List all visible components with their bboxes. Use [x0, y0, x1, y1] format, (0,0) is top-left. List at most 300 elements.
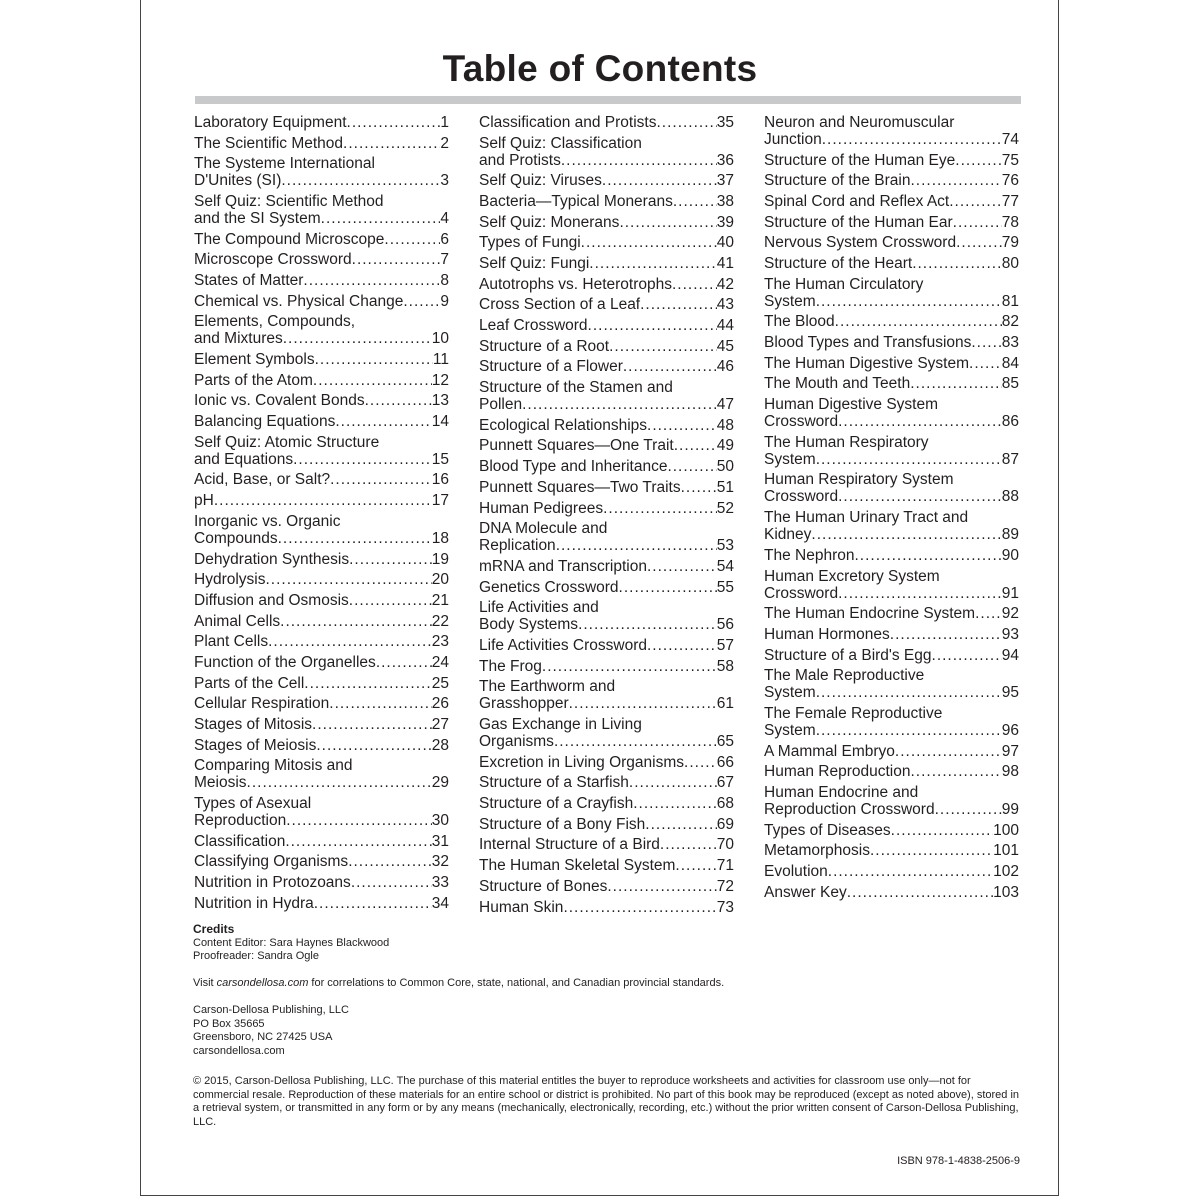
toc-entry-title: The Human Endocrine System	[764, 605, 976, 623]
toc-entry-line	[764, 605, 1019, 622]
dot-leader	[321, 210, 441, 227]
toc-entry-page: 86	[1001, 413, 1019, 431]
toc-entry-title: The Male Reproductive	[764, 667, 925, 685]
toc-entry-title: Structure of the Human Ear	[764, 213, 953, 231]
toc-entry-page: 38	[716, 192, 734, 210]
toc-entry	[194, 694, 449, 715]
visit-link[interactable]: carsondellosa.com	[216, 977, 309, 989]
visit-post: for correlations to Common Core, state, national, and Canadian provincial standards.	[308, 977, 725, 989]
toc-entry-line	[194, 795, 449, 812]
dot-leader	[303, 272, 440, 289]
toc-entry-line	[194, 372, 449, 389]
dot-leader	[280, 613, 432, 630]
toc-entry-page: 53	[716, 537, 734, 555]
toc-entry-title: The Human Urinary Tract and	[764, 509, 969, 527]
dot-leader	[932, 647, 1002, 664]
toc-entry-title: Nervous System Crossword	[764, 234, 957, 252]
toc-entry-line	[194, 413, 449, 430]
toc-entry-line	[764, 152, 1019, 169]
toc-entry-page: 57	[716, 636, 734, 654]
toc-entry-title: Compounds	[194, 529, 278, 547]
toc-entry	[764, 212, 1019, 233]
toc-entry-line	[764, 842, 1019, 859]
toc-entry-page: 58	[716, 657, 734, 675]
dot-leader	[347, 114, 441, 131]
toc-entry	[194, 735, 449, 756]
dot-leader	[352, 251, 441, 268]
toc-entry-line	[194, 695, 449, 712]
toc-entry-page: 98	[1001, 763, 1019, 781]
toc-entry-title: States of Matter	[194, 271, 304, 289]
toc-entry	[194, 590, 449, 611]
toc-entry-title: Human Digestive System	[764, 396, 939, 414]
toc-entry-title: Structure of a Crayfish	[479, 795, 634, 813]
dot-leader	[316, 737, 431, 754]
toc-entry	[194, 112, 449, 133]
toc-entry-page: 1	[440, 113, 449, 131]
toc-entry-title: Classifying Organisms	[194, 853, 349, 871]
toc-entry	[764, 741, 1019, 762]
toc-entry-title: Ecological Relationships	[479, 416, 648, 434]
toc-entry	[194, 291, 449, 312]
toc-entry-title: Balancing Equations	[194, 413, 336, 431]
toc-entry-title: Kidney	[764, 526, 812, 544]
toc-entry-line	[479, 193, 734, 210]
credits-heading: Credits	[193, 922, 235, 936]
toc-entry	[194, 490, 449, 511]
toc-entry-page: 6	[440, 230, 449, 248]
toc-entry-page: 61	[716, 695, 734, 713]
toc-entry-title: Genetics Crossword	[479, 578, 619, 596]
dot-leader	[835, 313, 1002, 330]
toc-entry-title: The Systeme International	[194, 155, 375, 173]
toc-entry	[764, 232, 1019, 253]
toc-entry-line	[194, 231, 449, 248]
toc-entry-line	[194, 757, 449, 774]
toc-entry-line	[194, 251, 449, 268]
toc-entry-line	[479, 296, 734, 313]
toc-entry-title: Ionic vs. Covalent Bonds	[194, 392, 365, 410]
toc-entry-page: 28	[431, 736, 449, 754]
toc-entry-page: 41	[716, 254, 734, 272]
toc-entry-page: 11	[432, 351, 449, 369]
toc-entry	[194, 249, 449, 270]
toc-entry-title: Stages of Mitosis	[194, 716, 313, 734]
toc-entry-line	[764, 114, 1019, 131]
toc-entry-page: 81	[1001, 292, 1019, 310]
toc-entry-title: Structure of the Heart	[764, 254, 913, 272]
toc-entry-title: Structure of a Starfish	[479, 774, 629, 792]
toc-entry-title: Life Activities and	[479, 599, 599, 617]
toc-entry-page: 70	[716, 836, 734, 854]
toc-entry	[479, 415, 734, 436]
toc-entry-page: 36	[716, 151, 734, 169]
toc-entry	[194, 714, 449, 735]
toc-entry	[479, 112, 734, 133]
toc-entry	[479, 518, 734, 556]
toc-entry-title: Human Reproduction	[764, 763, 911, 781]
toc-entry-page: 47	[716, 396, 734, 414]
dot-leader	[542, 658, 717, 675]
toc-entry-page: 13	[431, 392, 449, 410]
dot-leader	[838, 585, 1002, 602]
toc-entry-title: The Earthworm and	[479, 678, 616, 696]
toc-entry	[194, 652, 449, 673]
toc-entry-line	[764, 568, 1019, 585]
toc-entry-page: 31	[431, 832, 449, 850]
toc-entry	[479, 133, 734, 171]
dot-leader	[816, 684, 1002, 701]
toc-entry-page: 24	[431, 653, 449, 671]
toc-entry-title: and the SI System	[194, 209, 321, 227]
dot-leader	[329, 695, 431, 712]
dot-leader	[351, 874, 432, 891]
toc-entry-line	[764, 276, 1019, 293]
dot-leader	[376, 654, 432, 671]
toc-entry-page: 93	[1001, 625, 1019, 643]
toc-entry-title: Structure of Bones	[479, 877, 608, 895]
toc-entry	[764, 645, 1019, 666]
toc-entry-title: Pollen	[479, 396, 523, 414]
toc-entry-page: 30	[431, 812, 449, 830]
toc-entry-title: Microscope Crossword	[194, 251, 352, 269]
toc-entry-title: Human Pedigrees	[479, 499, 604, 517]
toc-entry-title: Punnett Squares—Two Traits	[479, 478, 681, 496]
toc-entry-line	[764, 526, 1019, 543]
toc-entry-line	[194, 737, 449, 754]
toc-entry	[479, 556, 734, 577]
toc-entry	[764, 274, 1019, 312]
dot-leader	[265, 571, 431, 588]
toc-entry-page: 89	[1001, 526, 1019, 544]
toc-entry-page: 16	[431, 471, 449, 489]
toc-entry-title: Spinal Cord and Reflex Act	[764, 192, 950, 210]
toc-entry	[479, 814, 734, 835]
toc-entry	[479, 855, 734, 876]
toc-entry	[479, 191, 734, 212]
toc-entry-title: System	[764, 721, 816, 739]
toc-entry-line	[479, 172, 734, 189]
toc-entry-line	[479, 599, 734, 616]
toc-entry-page: 29	[431, 774, 449, 792]
toc-entry-line	[194, 434, 449, 451]
toc-entry-title: Reproduction Crossword	[764, 801, 935, 819]
dot-leader	[953, 214, 1002, 231]
toc-entry-title: Cellular Respiration	[194, 695, 330, 713]
toc-entry-line	[194, 392, 449, 409]
toc-entry-title: Internal Structure of a Bird	[479, 836, 660, 854]
toc-entry-page: 40	[716, 234, 734, 252]
toc-entry-line	[194, 272, 449, 289]
toc-entry	[764, 394, 1019, 432]
toc-entry-title: The Human Skeletal System	[479, 857, 676, 875]
toc-entry-page: 100	[993, 821, 1019, 839]
toc-entry-line	[764, 722, 1019, 739]
toc-entry-title: Nutrition in Protozoans	[194, 874, 351, 892]
toc-entry-line	[764, 626, 1019, 643]
toc-entry-line	[479, 114, 734, 131]
toc-entry-line	[194, 451, 449, 468]
toc-entry-title: Answer Key	[764, 883, 847, 901]
toc-entry-title: and Mixtures	[194, 330, 283, 348]
toc-entry-line	[764, 434, 1019, 451]
toc-entry-title: Structure of the Human Eye	[764, 151, 956, 169]
toc-entry-title: Human Hormones	[764, 625, 890, 643]
toc-entry	[479, 253, 734, 274]
toc-entry-line	[479, 658, 734, 675]
credits-proofreader: Proofreader: Sandra Ogle	[193, 950, 319, 962]
toc-entry-title: The Human Circulatory	[764, 275, 924, 293]
dot-leader	[554, 733, 717, 750]
toc-column-2	[479, 112, 734, 917]
toc-entry-title: Cross Section of a Leaf	[479, 296, 641, 314]
toc-entry-title: pH	[194, 492, 214, 510]
toc-entry-line	[764, 822, 1019, 839]
toc-entry-page: 43	[716, 296, 734, 314]
dot-leader	[623, 358, 717, 375]
dot-leader	[268, 633, 432, 650]
toc-entry	[764, 507, 1019, 545]
dot-leader	[561, 152, 717, 169]
toc-entry-title: Metamorphosis	[764, 842, 870, 860]
toc-entry-line	[764, 684, 1019, 701]
dot-leader	[975, 605, 1002, 622]
toc-entry-line	[764, 784, 1019, 801]
toc-entry-line	[764, 884, 1019, 901]
dot-leader	[895, 743, 1002, 760]
toc-entry-line	[479, 716, 734, 733]
toc-entry-page: 76	[1001, 172, 1019, 190]
toc-entry-page: 84	[1001, 354, 1019, 372]
toc-entry	[764, 782, 1019, 820]
toc-entry-page: 54	[716, 557, 734, 575]
dot-leader	[522, 396, 717, 413]
toc-entry	[479, 456, 734, 477]
toc-entry-title: Autotrophs vs. Heterotrophs	[479, 275, 672, 293]
toc-entry-line	[479, 234, 734, 251]
toc-entry-line	[479, 437, 734, 454]
toc-entry-page: 17	[431, 492, 449, 510]
toc-entry	[479, 212, 734, 233]
toc-entry-line	[479, 558, 734, 575]
toc-entry-title: Self Quiz: Viruses	[479, 172, 602, 190]
page-title: Table of Contents	[442, 48, 758, 89]
toc-entry-title: System	[764, 684, 816, 702]
isbn: ISBN 978-1-4838-2506-9	[897, 1155, 1020, 1167]
dot-leader	[633, 795, 717, 812]
toc-entry	[479, 793, 734, 814]
toc-entry-title: The Female Reproductive	[764, 704, 943, 722]
toc-entry-title: Diffusion and Osmosis	[194, 591, 349, 609]
toc-entry-page: 77	[1001, 192, 1019, 210]
toc-entry-line	[194, 571, 449, 588]
toc-entry-title: Junction	[764, 130, 822, 148]
toc-entry	[194, 569, 449, 590]
toc-entry-title: D'Unites (SI)	[194, 172, 282, 190]
toc-entry	[479, 656, 734, 677]
toc-entry-page: 8	[440, 271, 449, 289]
toc-entry-title: Acid, Base, or Salt?	[194, 471, 331, 489]
toc-entry-line	[764, 667, 1019, 684]
toc-entry-title: Bacteria—Typical Monerans	[479, 192, 673, 210]
toc-entry-page: 99	[1001, 801, 1019, 819]
toc-entry-page: 69	[716, 815, 734, 833]
toc-entry-line	[764, 647, 1019, 664]
toc-entry-page: 14	[431, 413, 449, 431]
toc-entry-line	[479, 135, 734, 152]
toc-entry-page: 95	[1001, 684, 1019, 702]
toc-entry	[479, 232, 734, 253]
toc-entry-line	[479, 214, 734, 231]
toc-entry-title: Classification and Protists	[479, 113, 657, 131]
toc-entry-line	[479, 695, 734, 712]
toc-entry-title: Animal Cells	[194, 612, 281, 630]
toc-entry	[194, 153, 449, 191]
toc-entry-page: 39	[716, 213, 734, 231]
toc-entry-title: Nutrition in Hydra	[194, 894, 314, 912]
dot-leader	[281, 172, 440, 189]
toc-entry-line	[194, 172, 449, 189]
dot-leader	[870, 842, 993, 859]
toc-entry-title: Life Activities Crossword	[479, 636, 647, 654]
toc-entry	[764, 170, 1019, 191]
toc-entry-title: and Protists	[479, 151, 561, 169]
dot-leader	[619, 579, 717, 596]
toc-entry-line	[194, 351, 449, 368]
toc-entry-title: The Nephron	[764, 546, 855, 564]
toc-entry-line	[764, 334, 1019, 351]
toc-entry-page: 2	[440, 134, 449, 152]
toc-entry	[194, 831, 449, 852]
toc-entry-line	[764, 509, 1019, 526]
toc-entry-line	[194, 313, 449, 330]
dot-leader	[343, 135, 440, 152]
toc-entry-page: 74	[1001, 130, 1019, 148]
toc-entry-title: Grasshopper	[479, 695, 569, 713]
toc-entry-title: Plant Cells	[194, 633, 269, 651]
dot-leader	[365, 392, 432, 409]
toc-entry-line	[479, 500, 734, 517]
dot-leader	[647, 417, 717, 434]
toc-entry-line	[479, 795, 734, 812]
toc-entry-title: System	[764, 450, 816, 468]
toc-entry-title: Blood Type and Inheritance	[479, 458, 668, 476]
toc-entry-page: 65	[716, 733, 734, 751]
toc-entry	[194, 756, 449, 794]
toc-entry-title: The Frog	[479, 657, 542, 675]
toc-entry	[194, 391, 449, 412]
toc-entry	[194, 349, 449, 370]
toc-entry-title: The Mouth and Teeth	[764, 375, 911, 393]
dot-leader	[314, 895, 432, 912]
toc-entry-line	[479, 878, 734, 895]
toc-entry-page: 88	[1001, 488, 1019, 506]
dot-leader	[348, 853, 432, 870]
toc-entry	[194, 411, 449, 432]
toc-entry-page: 85	[1001, 375, 1019, 393]
toc-entry	[194, 191, 449, 229]
toc-entry-title: Structure of the Brain	[764, 172, 911, 190]
dot-leader	[304, 675, 431, 692]
toc-entry-line	[764, 863, 1019, 880]
toc-entry-page: 45	[716, 337, 734, 355]
toc-entry	[194, 270, 449, 291]
toc-entry	[194, 673, 449, 694]
toc-entry-page: 7	[440, 251, 449, 269]
dot-leader	[349, 551, 432, 568]
toc-entry	[764, 150, 1019, 171]
toc-entry	[764, 882, 1019, 903]
toc-entry-line	[764, 313, 1019, 330]
toc-entry-title: Self Quiz: Atomic Structure	[194, 433, 380, 451]
toc-entry-page: 67	[716, 774, 734, 792]
toc-entry-line	[194, 633, 449, 650]
address-line: Carson-Dellosa Publishing, LLC	[193, 1004, 349, 1016]
toc-entry	[479, 577, 734, 598]
toc-entry-title: Comparing Mitosis and	[194, 757, 353, 775]
toc-entry	[194, 793, 449, 831]
toc-entry-line	[479, 678, 734, 695]
toc-entry-line	[194, 210, 449, 227]
toc-entry-page: 83	[1001, 334, 1019, 352]
toc-entry-line	[764, 355, 1019, 372]
dot-leader	[969, 355, 1002, 372]
toc-entry	[479, 274, 734, 295]
toc-entry	[194, 852, 449, 873]
toc-entry-page: 71	[716, 857, 734, 875]
toc-entry-page: 55	[716, 578, 734, 596]
toc-entry-title: Punnett Squares—One Trait	[479, 437, 674, 455]
toc-entry-line	[479, 358, 734, 375]
dot-leader	[672, 276, 717, 293]
toc-entry-page: 68	[716, 795, 734, 813]
dot-leader	[681, 479, 717, 496]
toc-entry-title: Crossword	[764, 413, 839, 431]
toc-entry	[764, 470, 1019, 508]
toc-entry-line	[194, 530, 449, 547]
toc-entry-line	[764, 234, 1019, 251]
toc-entry-line	[764, 471, 1019, 488]
toc-entry-page: 66	[716, 753, 734, 771]
toc-entry-line	[479, 458, 734, 475]
dot-leader	[910, 375, 1002, 392]
toc-entry-line	[479, 836, 734, 853]
dot-leader	[647, 637, 717, 654]
toc-entry-title: Elements, Compounds,	[194, 313, 356, 331]
toc-entry-line	[194, 471, 449, 488]
toc-entry-title: Human Skin	[479, 898, 564, 916]
toc-entry-page: 9	[440, 292, 449, 310]
toc-entry	[764, 861, 1019, 882]
dot-leader	[247, 774, 432, 791]
toc-entry	[479, 477, 734, 498]
dot-leader	[602, 172, 717, 189]
toc-entry-line	[479, 733, 734, 750]
toc-entry-line	[764, 193, 1019, 210]
toc-entry	[479, 498, 734, 519]
toc-entry-page: 48	[716, 416, 734, 434]
publisher-address	[193, 1004, 1023, 1058]
toc-entry-title: Body Systems	[479, 616, 579, 634]
toc-entry-line	[194, 155, 449, 172]
dot-leader	[629, 774, 717, 791]
toc-entry	[194, 872, 449, 893]
toc-entry-page: 12	[431, 371, 449, 389]
toc-entry	[194, 631, 449, 652]
toc-entry	[479, 677, 734, 715]
credits	[193, 923, 389, 964]
toc-entry-title: Stages of Meiosis	[194, 736, 317, 754]
